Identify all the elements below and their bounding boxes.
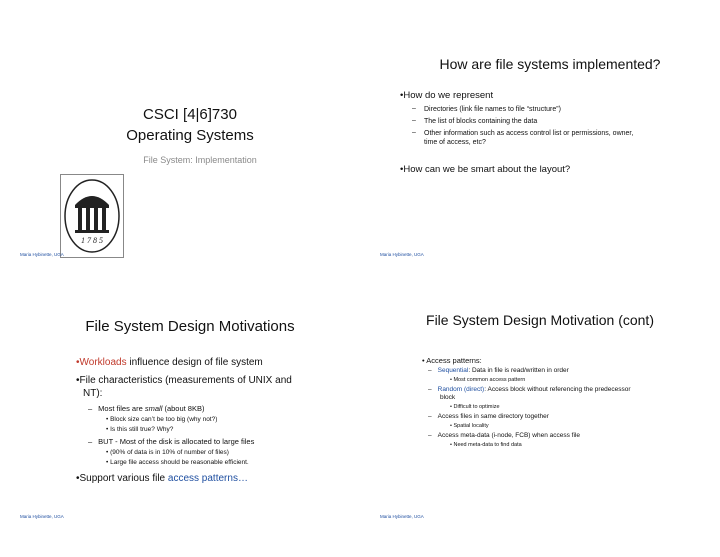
- slide-3-bullet-1: •Workloads influence design of file system: [76, 357, 263, 368]
- slide-4-item-1-sub: • Most common access pattern: [450, 377, 526, 383]
- slide-3-sub-1: – Most files are small (about 8KB): [88, 404, 205, 413]
- slide-3-subsub-4: • Large file access should be reasonable efficient.: [106, 459, 249, 466]
- slide-2-sub-2: The list of blocks containing the data: [424, 118, 538, 125]
- slide-3-subsub-3: • (90% of data is in 10% of number of files): [106, 449, 229, 456]
- slide-3-bullet-3: •Support various file access patterns…: [76, 473, 248, 484]
- arch-icon: [61, 175, 123, 257]
- slide-3-subsub-2: • Is this still true? Why?: [106, 426, 174, 433]
- slide-1-footer: Maria Hybinette, UGA: [20, 252, 64, 257]
- slide-3-title: File System Design Motivations: [85, 318, 295, 335]
- slide-2-bullet-2: •How can we be smart about the layout?: [400, 164, 571, 175]
- slide-2-bullet-1: •How do we represent: [400, 90, 494, 101]
- slide-4: [380, 280, 700, 525]
- slide-3-footer: Maria Hybinette, UGA: [20, 514, 64, 519]
- slide-2: How are file systems implemented? •How do we represent – Directories (link file names to file “structure”) – The list of blocks containing the data – Other information such as access control list or permissions, owner, time of access, etc? •How can we be smart about the layout? Maria Hybinette, UGA: [380, 18, 700, 263]
- slide-4-title: File System Design Motivation (cont): [426, 312, 654, 328]
- slide-3-bullet-2: •File characteristics (measurements of UNIX and NT):: [76, 375, 292, 399]
- slide-4-item-3: – Access files in same directory together: [428, 413, 549, 420]
- slide-2-sub-3: Other information such as access control list or permissions, owner, time of access, etc?: [424, 130, 634, 146]
- slide-4-bullet: • Access patterns:: [422, 356, 482, 365]
- logo-year: 1 7 8 5: [81, 236, 103, 245]
- slide-4-item-1: – Sequential: Data in file is read/written in order: [428, 367, 569, 374]
- slide-4-item-4: – Access meta-data (i-node, FCB) when access file: [428, 432, 580, 439]
- uga-arch-logo: [60, 174, 124, 258]
- slide-1: [20, 18, 340, 263]
- slide-4-item-2: – Random (direct): Access block without referencing the predecessor block: [428, 386, 631, 401]
- slide-1-subtitle: File System: Implementation: [143, 155, 257, 165]
- slide-4-item-4-sub: • Need meta-data to find data: [450, 442, 522, 448]
- slide-3: [20, 280, 340, 525]
- slide-2-sub-1: Directories (link file names to file “structure”): [424, 106, 561, 113]
- slide-1-title: CSCI [4|6]730 Operating Systems: [126, 106, 254, 144]
- slide-4-item-2-sub: • Difficult to optimize: [450, 404, 500, 410]
- slide-2-title: How are file systems implemented?: [439, 56, 661, 72]
- slide-4-item-3-sub: • Spatial locality: [450, 423, 489, 429]
- slide-4-footer: Maria Hybinette, UGA: [380, 514, 424, 519]
- slide-3-sub-2: – BUT - Most of the disk is allocated to large files: [88, 437, 255, 446]
- slide-3-subsub-1: • Block size can’t be too big (why not?): [106, 416, 218, 423]
- slide-2-footer: Maria Hybinette, UGA: [380, 252, 424, 257]
